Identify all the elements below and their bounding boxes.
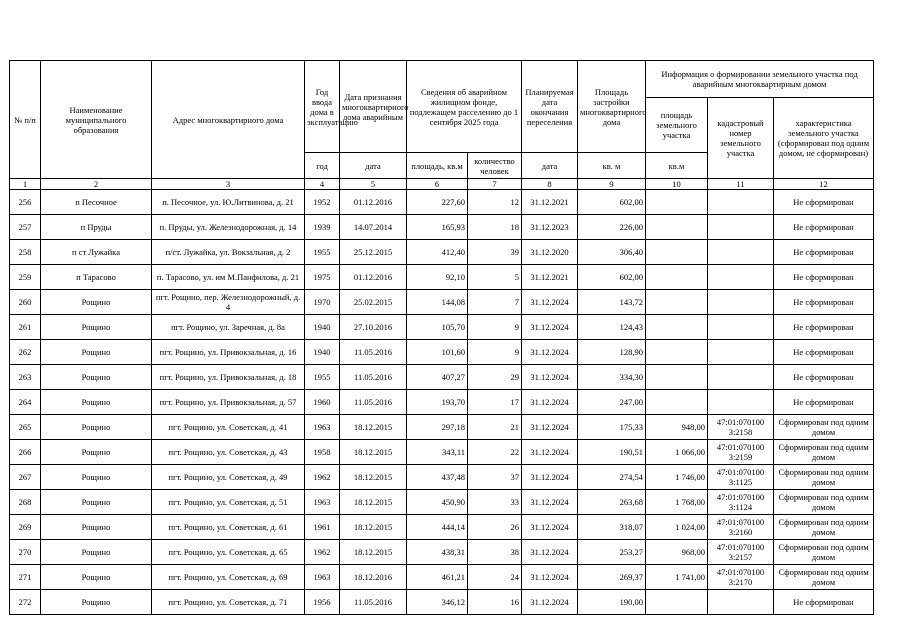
unit-people: количество человек	[468, 153, 522, 179]
cell-address: пгт. Рощино, ул. Советская, д. 49	[152, 465, 305, 490]
cell-num: 257	[10, 215, 41, 240]
cell-plan-date: 31.12.2024	[522, 415, 578, 440]
cell-address: пгт. Рощино, ул. Советская, д. 51	[152, 490, 305, 515]
cell-land-area	[646, 390, 708, 415]
cell-area: 144,08	[407, 290, 468, 315]
cell-area: 412,40	[407, 240, 468, 265]
cell-municipality: Рощино	[41, 290, 152, 315]
cell-num: 256	[10, 190, 41, 215]
table-row	[10, 240, 874, 265]
header-cadastral: кадастровый номер земельного участка	[708, 98, 774, 179]
cell-year: 1963	[305, 490, 340, 515]
cell-cadastral	[708, 240, 774, 265]
cell-land-char: Сформирован под одним домом	[774, 540, 874, 565]
cell-land-char: Не сформирован	[774, 365, 874, 390]
unit-area-sqm: площадь, кв.м	[407, 153, 468, 179]
table-row	[10, 440, 874, 465]
cell-year: 1956	[305, 590, 340, 615]
cell-year: 1961	[305, 515, 340, 540]
cell-land-char: Сформирован под одним домом	[774, 565, 874, 590]
cell-address: пгт. Рощино, ул. Привокзальная, д. 18	[152, 365, 305, 390]
cell-land-area: 968,00	[646, 540, 708, 565]
cell-plan-date: 31.12.2024	[522, 465, 578, 490]
cell-municipality: Рощино	[41, 540, 152, 565]
cell-land-area	[646, 590, 708, 615]
cell-people: 9	[468, 340, 522, 365]
cell-plan-date: 31.12.2024	[522, 590, 578, 615]
cell-num: 269	[10, 515, 41, 540]
cell-land-area	[646, 265, 708, 290]
cell-area: 438,31	[407, 540, 468, 565]
cell-land-char: Не сформирован	[774, 215, 874, 240]
table-row	[10, 265, 874, 290]
table-row	[10, 590, 874, 615]
cell-people: 5	[468, 265, 522, 290]
table-row	[10, 465, 874, 490]
cell-land-char: Не сформирован	[774, 590, 874, 615]
cell-year: 1940	[305, 340, 340, 365]
cell-land-area	[646, 290, 708, 315]
cell-num: 266	[10, 440, 41, 465]
cell-land-area: 1 066,00	[646, 440, 708, 465]
table-row	[10, 415, 874, 440]
cell-land-char: Не сформирован	[774, 290, 874, 315]
col-number: 3	[152, 179, 305, 190]
table-row	[10, 290, 874, 315]
cell-area: 437,48	[407, 465, 468, 490]
cell-area: 105,70	[407, 315, 468, 340]
cell-land-area	[646, 315, 708, 340]
cell-date: 25.02.2015	[340, 290, 407, 315]
cell-address: пгт. Рощино, ул. Привокзальная, д. 16	[152, 340, 305, 365]
cell-year: 1960	[305, 390, 340, 415]
cell-area: 193,70	[407, 390, 468, 415]
cell-land-area	[646, 240, 708, 265]
header-planned-date: Планируемая дата окончания переселения	[522, 61, 578, 153]
table-row	[10, 390, 874, 415]
cell-num: 265	[10, 415, 41, 440]
cell-plan-date: 31.12.2024	[522, 365, 578, 390]
cell-year: 1939	[305, 215, 340, 240]
cell-cadastral	[708, 290, 774, 315]
cell-area: 407,27	[407, 365, 468, 390]
cell-num: 263	[10, 365, 41, 390]
col-number: 11	[708, 179, 774, 190]
cell-people: 37	[468, 465, 522, 490]
cell-address: пгт. Рощино, ул. Советская, д. 41	[152, 415, 305, 440]
cell-address: пгт. Рощино, пер. Железнодорожный, д. 4	[152, 290, 305, 315]
col-number: 12	[774, 179, 874, 190]
cell-address: пгт. Рощино, ул. Советская, д. 71	[152, 590, 305, 615]
table-row	[10, 540, 874, 565]
col-number: 9	[578, 179, 646, 190]
cell-date: 18.12.2015	[340, 465, 407, 490]
cell-cadastral	[708, 590, 774, 615]
cell-address: пгт. Рощино, ул. Советская, д. 69	[152, 565, 305, 590]
cell-address: пгт. Рощино, ул. Советская, д. 61	[152, 515, 305, 540]
cell-date: 18.12.2015	[340, 540, 407, 565]
cell-year: 1962	[305, 465, 340, 490]
cell-municipality: Рощино	[41, 315, 152, 340]
col-number: 2	[41, 179, 152, 190]
cell-area: 297,18	[407, 415, 468, 440]
cell-num: 258	[10, 240, 41, 265]
cell-date: 14.07.2014	[340, 215, 407, 240]
cell-plan-date: 31.12.2020	[522, 240, 578, 265]
cell-plan-date: 31.12.2024	[522, 315, 578, 340]
table-row	[10, 315, 874, 340]
cell-municipality: п Песочное	[41, 190, 152, 215]
cell-num: 264	[10, 390, 41, 415]
cell-people: 29	[468, 365, 522, 390]
cell-area: 461,21	[407, 565, 468, 590]
cell-building-area: 175,33	[578, 415, 646, 440]
cell-address: пгт. Рощино, ул. Заречная, д. 8а	[152, 315, 305, 340]
cell-municipality: Рощино	[41, 490, 152, 515]
cell-plan-date: 31.12.2024	[522, 515, 578, 540]
cell-building-area: 274,54	[578, 465, 646, 490]
cell-building-area: 143,72	[578, 290, 646, 315]
column-numbers-row	[10, 179, 874, 190]
cell-municipality: Рощино	[41, 590, 152, 615]
cell-cadastral: 47:01:070100 3:2160	[708, 515, 774, 540]
cell-plan-date: 31.12.2021	[522, 190, 578, 215]
cell-building-area: 263,68	[578, 490, 646, 515]
cell-plan-date: 31.12.2024	[522, 490, 578, 515]
cell-municipality: Рощино	[41, 365, 152, 390]
cell-plan-date: 31.12.2024	[522, 340, 578, 365]
cell-land-char: Не сформирован	[774, 265, 874, 290]
cell-area: 444,14	[407, 515, 468, 540]
cell-building-area: 602,00	[578, 265, 646, 290]
cell-num: 268	[10, 490, 41, 515]
cell-date: 01.12.2016	[340, 265, 407, 290]
cell-building-area: 306,40	[578, 240, 646, 265]
cell-date: 11.05.2016	[340, 590, 407, 615]
cell-municipality: Рощино	[41, 515, 152, 540]
cell-num: 272	[10, 590, 41, 615]
cell-land-area: 1 024,00	[646, 515, 708, 540]
table-row	[10, 365, 874, 390]
cell-building-area: 318,07	[578, 515, 646, 540]
cell-area: 101,60	[407, 340, 468, 365]
cell-land-char: Сформирован под одним домом	[774, 490, 874, 515]
cell-land-area	[646, 190, 708, 215]
header-num: № п/п	[10, 61, 41, 179]
col-number: 7	[468, 179, 522, 190]
cell-land-char: Сформирован под одним домом	[774, 515, 874, 540]
cell-people: 12	[468, 190, 522, 215]
cell-building-area: 602,00	[578, 190, 646, 215]
cell-land-area: 1 741,00	[646, 565, 708, 590]
cell-plan-date: 31.12.2024	[522, 565, 578, 590]
cell-area: 343,11	[407, 440, 468, 465]
header-land-info: Информация о формировании земельного участка под аварийным многоквартирным домом	[646, 61, 874, 98]
table-row	[10, 190, 874, 215]
table-row	[10, 565, 874, 590]
cell-address: п. Песочное, ул. Ю.Литвинова, д. 21	[152, 190, 305, 215]
cell-building-area: 190,51	[578, 440, 646, 465]
cell-municipality: п Тарасово	[41, 265, 152, 290]
cell-address: пгт. Рощино, ул. Советская, д. 43	[152, 440, 305, 465]
cell-land-char: Не сформирован	[774, 340, 874, 365]
cell-area: 165,93	[407, 215, 468, 240]
cell-plan-date: 31.12.2024	[522, 540, 578, 565]
col-number: 5	[340, 179, 407, 190]
unit-date: дата	[340, 153, 407, 179]
cell-year: 1975	[305, 265, 340, 290]
cell-address: п. Тарасово, ул. им М.Панфилова, д. 21	[152, 265, 305, 290]
header-land-char: характеристика земельного участка (сформирован под одним домом, не сформирован)	[774, 98, 874, 179]
cell-num: 267	[10, 465, 41, 490]
cell-municipality: Рощино	[41, 415, 152, 440]
cell-land-area	[646, 365, 708, 390]
col-number: 4	[305, 179, 340, 190]
col-number: 8	[522, 179, 578, 190]
cell-cadastral: 47:01:070100 3:2158	[708, 415, 774, 440]
cell-people: 24	[468, 565, 522, 590]
cell-address: пгт. Рощино, ул. Привокзальная, д. 57	[152, 390, 305, 415]
cell-building-area: 334,30	[578, 365, 646, 390]
cell-land-area: 1 768,00	[646, 490, 708, 515]
cell-cadastral	[708, 340, 774, 365]
cell-year: 1962	[305, 540, 340, 565]
cell-year: 1940	[305, 315, 340, 340]
cell-land-char: Сформирован под одним домом	[774, 415, 874, 440]
col-number: 6	[407, 179, 468, 190]
cell-area: 346,12	[407, 590, 468, 615]
cell-year: 1963	[305, 415, 340, 440]
cell-date: 01.12.2016	[340, 190, 407, 215]
table-row	[10, 340, 874, 365]
cell-land-char: Сформирован под одним домом	[774, 465, 874, 490]
cell-cadastral	[708, 315, 774, 340]
cell-cadastral	[708, 190, 774, 215]
cell-people: 22	[468, 440, 522, 465]
cell-building-area: 128,90	[578, 340, 646, 365]
cell-num: 261	[10, 315, 41, 340]
cell-address: пгт. Рощино, ул. Советская, д. 65	[152, 540, 305, 565]
cell-municipality: Рощино	[41, 465, 152, 490]
cell-building-area: 124,43	[578, 315, 646, 340]
header-municipality: Наименование муниципального образования	[41, 61, 152, 179]
cell-area: 450,90	[407, 490, 468, 515]
cell-date: 18.12.2016	[340, 565, 407, 590]
cell-people: 26	[468, 515, 522, 540]
cell-plan-date: 31.12.2023	[522, 215, 578, 240]
cell-area: 92,10	[407, 265, 468, 290]
cell-cadastral	[708, 390, 774, 415]
cell-land-area: 1 746,00	[646, 465, 708, 490]
cell-date: 11.05.2016	[340, 390, 407, 415]
cell-num: 260	[10, 290, 41, 315]
header-year: Год ввода дома в эксплуатацию	[305, 61, 340, 153]
cell-num: 262	[10, 340, 41, 365]
cell-cadastral: 47:01:070100 3:2159	[708, 440, 774, 465]
cell-date: 18.12.2015	[340, 415, 407, 440]
cell-cadastral	[708, 215, 774, 240]
cell-land-char: Не сформирован	[774, 240, 874, 265]
cell-people: 16	[468, 590, 522, 615]
cell-year: 1955	[305, 365, 340, 390]
cell-num: 271	[10, 565, 41, 590]
cell-year: 1963	[305, 565, 340, 590]
cell-people: 38	[468, 540, 522, 565]
unit-year: год	[305, 153, 340, 179]
cell-address: п. Пруды, ул. Железнодорожная, д. 14	[152, 215, 305, 240]
header-building-area: Площадь застройки многоквартирного дома	[578, 61, 646, 153]
cell-municipality: Рощино	[41, 440, 152, 465]
cell-people: 33	[468, 490, 522, 515]
cell-municipality: п ст Лужайка	[41, 240, 152, 265]
cell-cadastral: 47:01:070100 3:1125	[708, 465, 774, 490]
header-date-recognition: Дата признания многоквартирного дома аварийным	[340, 61, 407, 153]
cell-cadastral: 47:01:070100 3:1124	[708, 490, 774, 515]
cell-date: 18.12.2015	[340, 440, 407, 465]
housing-register-table	[9, 60, 874, 615]
cell-land-char: Не сформирован	[774, 190, 874, 215]
cell-people: 7	[468, 290, 522, 315]
table-row	[10, 215, 874, 240]
col-number: 10	[646, 179, 708, 190]
cell-land-char: Сформирован под одним домом	[774, 440, 874, 465]
cell-date: 11.05.2016	[340, 365, 407, 390]
header-emergency-fund: Сведения об аварийном жилищном фонде, подлежащем расселению до 1 сентября 2025 года	[407, 61, 522, 153]
table-row	[10, 490, 874, 515]
cell-building-area: 226,00	[578, 215, 646, 240]
cell-people: 39	[468, 240, 522, 265]
cell-date: 18.12.2015	[340, 490, 407, 515]
col-number: 1	[10, 179, 41, 190]
cell-year: 1955	[305, 240, 340, 265]
cell-cadastral	[708, 365, 774, 390]
unit-kvm2: кв.м	[646, 153, 708, 179]
cell-building-area: 269,37	[578, 565, 646, 590]
cell-plan-date: 31.12.2021	[522, 265, 578, 290]
cell-year: 1952	[305, 190, 340, 215]
unit-kvm: кв. м	[578, 153, 646, 179]
cell-people: 17	[468, 390, 522, 415]
unit-date2: дата	[522, 153, 578, 179]
cell-date: 18.12.2015	[340, 515, 407, 540]
cell-cadastral	[708, 265, 774, 290]
cell-people: 9	[468, 315, 522, 340]
cell-plan-date: 31.12.2024	[522, 290, 578, 315]
table-body	[10, 190, 874, 615]
cell-land-char: Не сформирован	[774, 315, 874, 340]
cell-municipality: Рощино	[41, 340, 152, 365]
cell-plan-date: 31.12.2024	[522, 390, 578, 415]
cell-area: 227,60	[407, 190, 468, 215]
cell-address: п/ст. Лужайка, ул. Вокзальная, д. 2	[152, 240, 305, 265]
cell-municipality: Рощино	[41, 565, 152, 590]
cell-cadastral: 47:01:070100 3:2170	[708, 565, 774, 590]
cell-land-char: Не сформирован	[774, 390, 874, 415]
cell-building-area: 247,00	[578, 390, 646, 415]
cell-num: 270	[10, 540, 41, 565]
cell-year: 1958	[305, 440, 340, 465]
cell-people: 18	[468, 215, 522, 240]
cell-building-area: 190,00	[578, 590, 646, 615]
cell-land-area	[646, 215, 708, 240]
table-row	[10, 515, 874, 540]
header-address: Адрес многоквартирного дома	[152, 61, 305, 179]
cell-cadastral: 47:01:070100 3:2157	[708, 540, 774, 565]
cell-date: 27.10.2016	[340, 315, 407, 340]
cell-municipality: п Пруды	[41, 215, 152, 240]
cell-people: 21	[468, 415, 522, 440]
header-land-area: площадь земельного участка	[646, 98, 708, 153]
cell-land-area	[646, 340, 708, 365]
cell-date: 11.05.2016	[340, 340, 407, 365]
cell-date: 25.12.2015	[340, 240, 407, 265]
cell-num: 259	[10, 265, 41, 290]
cell-year: 1970	[305, 290, 340, 315]
cell-plan-date: 31.12.2024	[522, 440, 578, 465]
cell-land-area: 948,00	[646, 415, 708, 440]
cell-municipality: Рощино	[41, 390, 152, 415]
cell-building-area: 253,27	[578, 540, 646, 565]
